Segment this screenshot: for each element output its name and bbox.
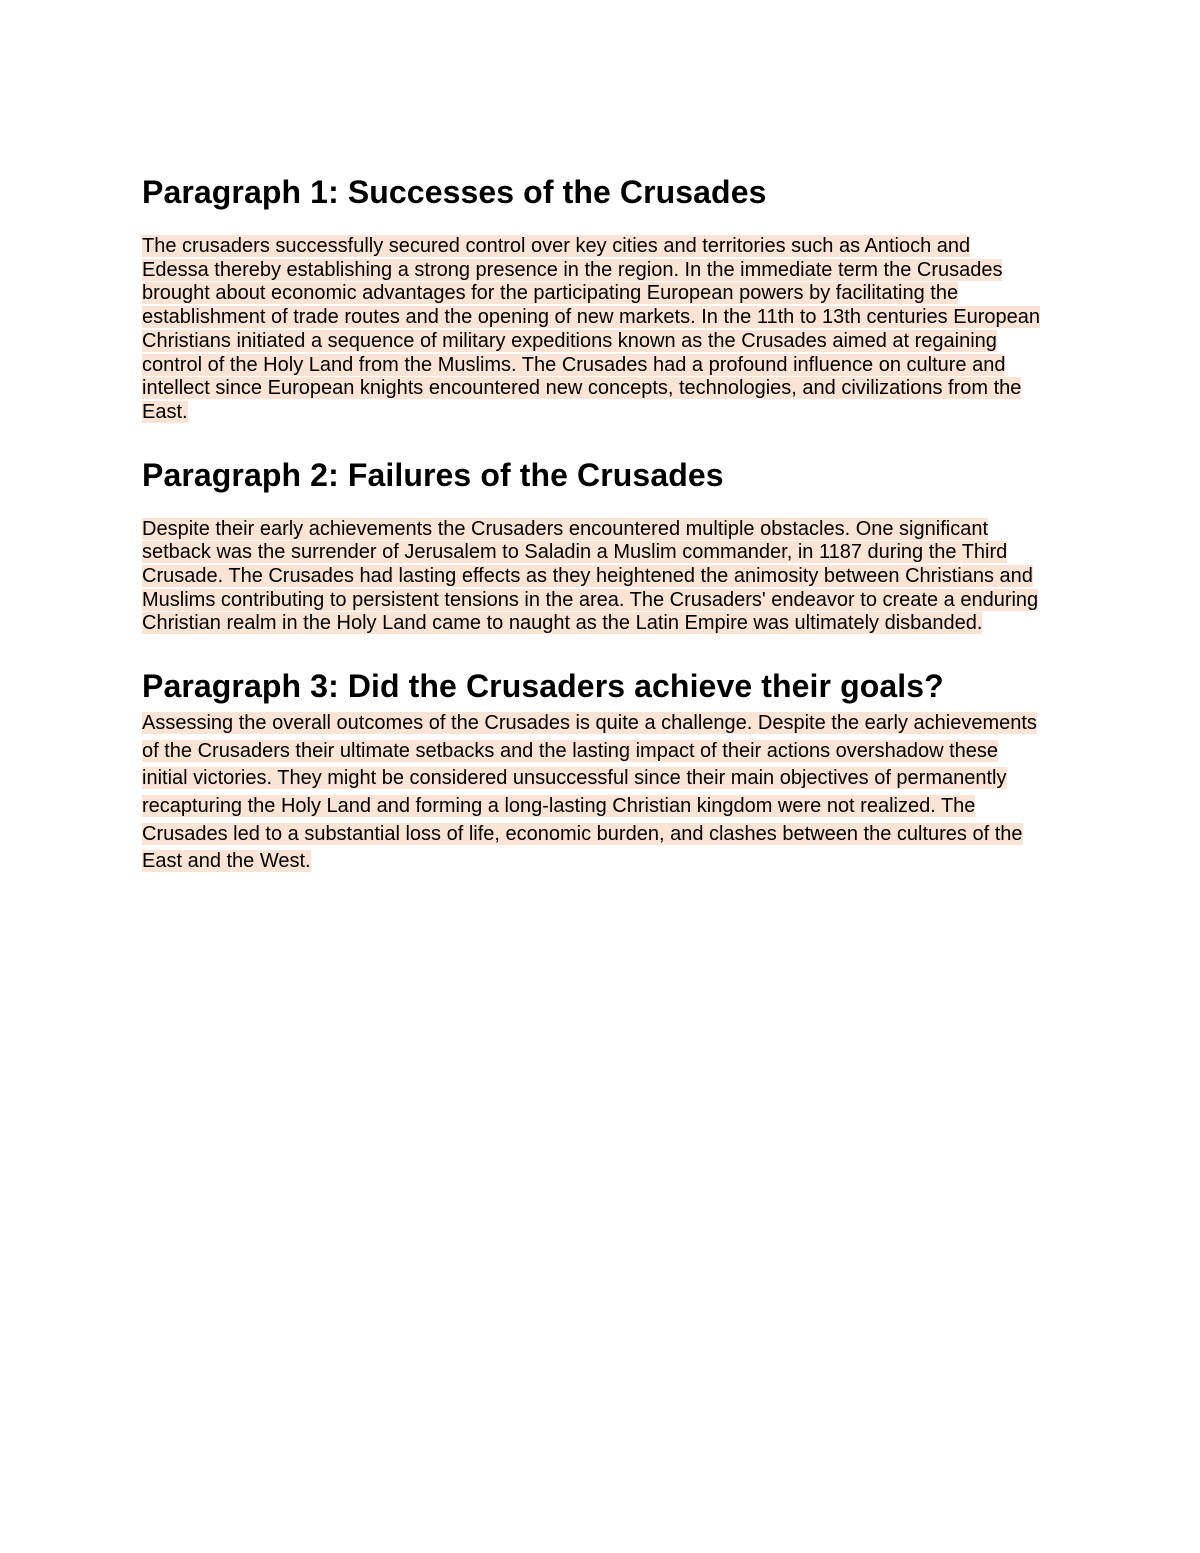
section-body-goals <box>142 710 1042 876</box>
section-heading-failures: Paragraph 2: Failures of the Crusades <box>142 456 724 493</box>
section-heading-goals: Paragraph 3: Did the Crusaders achieve their goals? <box>142 668 944 705</box>
section-body-failures <box>142 518 1042 637</box>
highlighted-text: Despite their early achievements the Crusaders encountered multiple obstacles. One significant setback was the surrender of Jerusalem to Saladin a Muslim commander, in 1187 during the Third Crusade. The Crusades had lasting effects as they heightened the animosity between Christians and Muslims contributing to persistent tensions in the area. The Crusaders' endeavor to create a enduring Christian realm in the Holy Land came to naught as the Latin Empire was ultimately disbanded. <box>142 517 1039 635</box>
highlighted-text: Assessing the overall outcomes of the Crusades is quite a challenge. Despite the early achievements of the Crusaders their ultimate setbacks and the lasting impact of their actions overshadow these initial victories. They might be considered unsuccessful since their main objectives of permanently recapturing the Holy Land and forming a long-lasting Christian kingdom were not realized. The Crusades led to a substantial loss of life, economic burden, and clashes between the cultures of the East and the West. <box>142 712 1037 873</box>
highlighted-text: The crusaders successfully secured control over key cities and territories such as Antioch and Edessa thereby establishing a strong presence in the region. In the immediate term the Crusades brought about economic advantages for the participating European powers by facilitating the establishment of trade routes and the opening of new markets. In the 11th to 13th centuries European Christians initiated a sequence of military expeditions known as the Crusades aimed at regaining control of the Holy Land from the Muslims. The Crusades had a profound influence on culture and intellect since European knights encountered new concepts, technologies, and civilizations from the East. <box>142 235 1040 423</box>
section-body-successes <box>142 235 1042 425</box>
section-heading-successes: Paragraph 1: Successes of the Crusades <box>142 174 767 210</box>
document-page <box>142 172 1042 876</box>
